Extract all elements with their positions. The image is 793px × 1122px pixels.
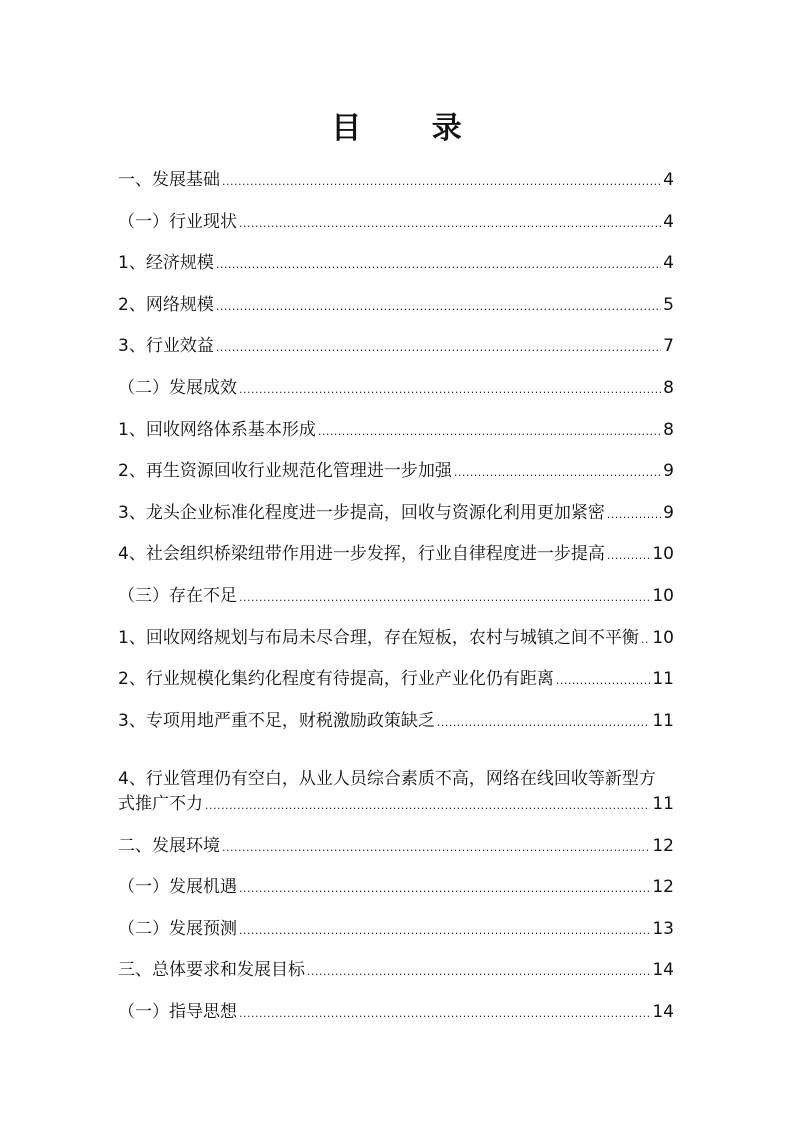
toc-page-number: 8	[663, 377, 674, 398]
dot-leader	[607, 494, 661, 536]
toc-page-number: 8	[663, 419, 674, 440]
toc-entry[interactable]	[118, 285, 674, 327]
dot-leader	[239, 369, 661, 411]
toc-entry[interactable]	[118, 867, 674, 909]
toc-page-number: 4	[663, 211, 674, 232]
toc-page-number: 5	[663, 294, 674, 315]
toc-entry[interactable]	[118, 410, 674, 452]
toc-page-number: 9	[663, 502, 674, 523]
toc-entry[interactable]	[118, 909, 674, 951]
page-title: 目 录	[331, 111, 492, 146]
dot-leader	[239, 910, 650, 952]
toc-entry[interactable]	[118, 326, 674, 368]
toc-entry[interactable]	[118, 826, 674, 868]
toc-entry[interactable]	[118, 618, 674, 660]
toc-entry-label: 二、发展环境	[118, 835, 220, 856]
dot-leader	[318, 411, 661, 453]
toc-entry-label: （二）发展预测	[118, 918, 237, 939]
dot-leader	[239, 577, 650, 619]
toc-page-number: 13	[652, 918, 674, 939]
toc-page-number: 7	[663, 336, 674, 357]
toc-entry[interactable]	[118, 659, 674, 701]
toc-entry-label: 3、专项用地严重不足，财税激励政策缺乏	[118, 710, 435, 731]
toc-page-number: 11	[652, 793, 674, 814]
toc-page-number: 12	[652, 877, 674, 898]
toc-page-number: 4	[663, 253, 674, 274]
toc-entry-label: （一）行业现状	[118, 211, 237, 232]
dot-leader	[239, 868, 650, 910]
dot-leader	[454, 452, 661, 494]
dot-leader	[205, 785, 650, 827]
toc-entry[interactable]	[118, 243, 674, 285]
dot-leader	[641, 619, 651, 661]
toc-page-number: 9	[663, 461, 674, 482]
toc-entry-label: 1、经济规模	[118, 253, 214, 274]
toc-entry[interactable]	[118, 202, 674, 244]
toc-entry[interactable]	[118, 368, 674, 410]
toc-page-number: 4	[663, 170, 674, 190]
dot-leader	[658, 742, 672, 784]
dot-leader	[307, 951, 650, 993]
toc-entry-label: （一）指导思想	[118, 1001, 237, 1022]
toc-entry[interactable]	[118, 742, 674, 789]
toc-entry[interactable]	[118, 992, 674, 1034]
toc-entry[interactable]	[118, 701, 674, 743]
toc-page-number: 14	[652, 960, 674, 981]
toc-entry-label: 一、发展基础	[118, 170, 220, 190]
toc-entry-label: 3、龙头企业标准化程度进一步提高，回收与资源化利用更加紧密	[118, 502, 605, 523]
toc-entry-label: 三、总体要求和发展目标	[118, 960, 305, 981]
toc-entry-label: （三）存在不足	[118, 585, 237, 606]
dot-leader	[437, 702, 651, 744]
toc-entry[interactable]	[118, 950, 674, 992]
toc-entry-label: 式推广不力	[118, 793, 203, 814]
toc-entry[interactable]	[118, 160, 674, 202]
dot-leader	[239, 993, 650, 1035]
toc-entry-label: 4、社会组织桥梁纽带作用进一步发挥，行业自律程度进一步提高	[118, 544, 605, 565]
dot-leader	[239, 203, 661, 245]
toc-page-number: 11	[652, 710, 674, 731]
toc-entry-label: （一）发展机遇	[118, 877, 237, 898]
dot-leader	[216, 244, 661, 286]
toc-entry-label: 1、回收网络体系基本形成	[118, 419, 316, 440]
dot-leader	[216, 286, 661, 328]
table-of-contents	[118, 160, 674, 1033]
toc-entry[interactable]	[118, 576, 674, 618]
toc-entry-label: （二）发展成效	[118, 377, 237, 398]
toc-entry-continuation[interactable]	[118, 784, 674, 826]
toc-page-number: 10	[652, 585, 674, 606]
toc-entry[interactable]	[118, 493, 674, 535]
dot-leader	[607, 535, 651, 577]
toc-page-number: 10	[652, 627, 674, 648]
toc-entry-label: 2、行业规模化集约化程度有待提高，行业产业化仍有距离	[118, 669, 554, 690]
toc-entry[interactable]	[118, 451, 674, 493]
toc-entry-label: 2、网络规模	[118, 294, 214, 315]
toc-page-number: 11	[652, 669, 674, 690]
dot-leader	[556, 660, 651, 702]
toc-entry-label: 4、行业管理仍有空白，从业人员综合素质不高，网络在线回收等新型方	[118, 768, 656, 789]
toc-page-number: 12	[652, 835, 674, 856]
toc-entry-label: 1、回收网络规划与布局未尽合理，存在短板，农村与城镇之间不平衡	[118, 627, 639, 648]
toc-entry[interactable]	[118, 534, 674, 576]
dot-leader	[222, 827, 650, 869]
toc-entry-label: 2、再生资源回收行业规范化管理进一步加强	[118, 461, 452, 482]
dot-leader	[222, 161, 661, 203]
toc-page-number: 14	[652, 1001, 674, 1022]
toc-entry-label: 3、行业效益	[118, 336, 214, 357]
dot-leader	[216, 327, 661, 369]
toc-page-number: 10	[652, 544, 674, 565]
